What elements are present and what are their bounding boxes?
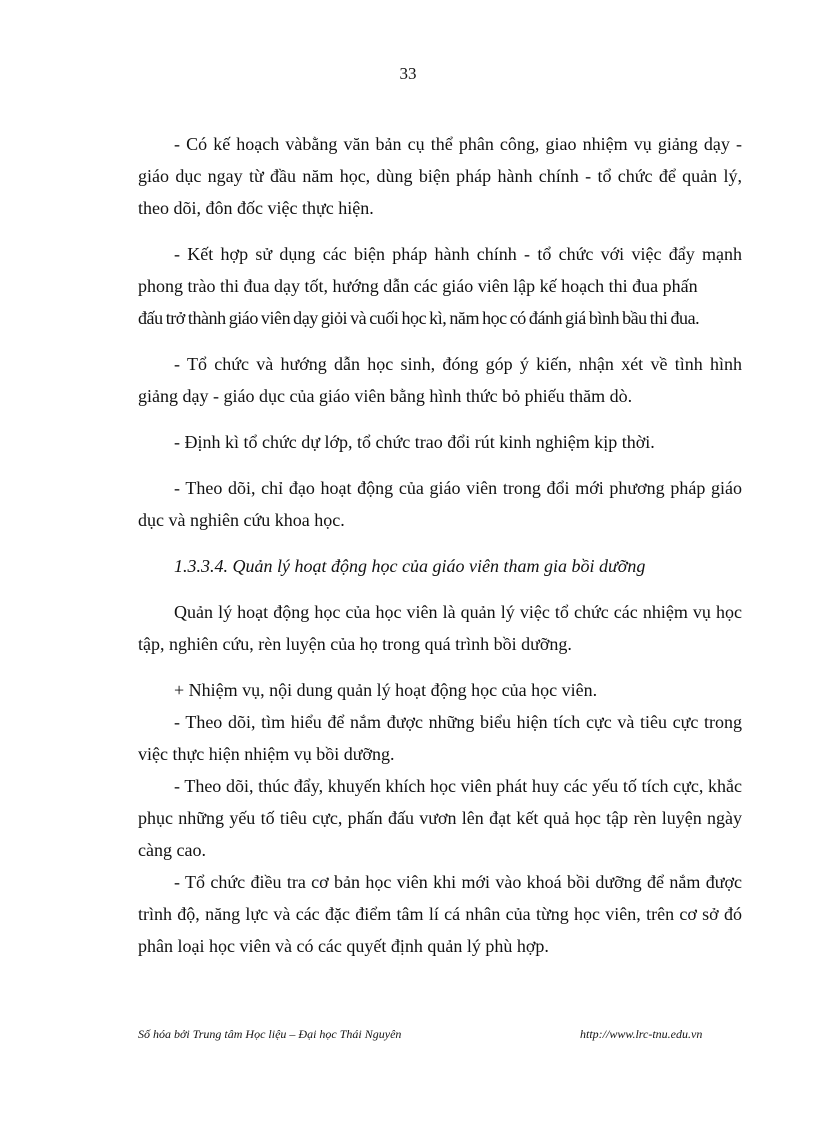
page-number: 33 xyxy=(399,64,417,83)
section-heading: 1.3.3.4. Quản lý hoạt động học của giáo viên tham gia bồi dưỡng xyxy=(174,556,646,576)
paragraph: - Theo dõi, thúc đẩy, khuyến khích học viên phát huy các yếu tố tích cực, khắc phục những yếu tố tiêu cực, phấn đấu vươn lên đạt kết quả học tập rèn luyện ngày càng cao. xyxy=(138,776,742,860)
paragraph: đấu trở thành giáo viên dạy giỏi và cuối học kì, năm học có đánh giá bình bầu thi đua. xyxy=(138,308,700,328)
paragraph: - Định kì tổ chức dự lớp, tổ chức trao đổi rút kinh nghiệm kịp thời. xyxy=(174,432,655,452)
paragraph: + Nhiệm vụ, nội dung quản lý hoạt động học của học viên. xyxy=(174,680,598,700)
paragraph: - Tổ chức và hướng dẫn học sinh, đóng góp ý kiến, nhận xét về tình hình giảng dạy - giáo dục của giáo viên bằng hình thức bỏ phiếu thăm dò. xyxy=(138,354,742,406)
paragraph: - Tổ chức điều tra cơ bản học viên khi mới vào khoá bồi dưỡng để nắm được trình độ, năng lực và các đặc điểm tâm lí cá nhân của từng học viên, trên cơ sở đó phân loại học viên và có các quyết định quản lý phù hợp. xyxy=(138,872,742,956)
paragraph: - Kết hợp sử dụng các biện pháp hành chính - tổ chức với việc đẩy mạnh phong trào thi đua dạy tốt, hướng dẫn các giáo viên lập kế hoạch thi đua phấn xyxy=(138,244,742,296)
paragraph: Quản lý hoạt động học của học viên là quản lý việc tổ chức các nhiệm vụ học tập, nghiên cứu, rèn luyện của họ trong quá trình bồi dưỡng. xyxy=(138,602,742,654)
footer-url: http://www.lrc-tnu.edu.vn xyxy=(580,1027,703,1041)
document-body xyxy=(138,128,742,962)
paragraph: - Theo dõi, tìm hiểu để nắm được những biểu hiện tích cực và tiêu cực trong việc thực hiện nhiệm vụ bồi dưỡng. xyxy=(138,712,742,764)
footer-source: Số hóa bởi Trung tâm Học liệu – Đại học Thái Nguyên xyxy=(138,1027,402,1041)
paragraph: - Theo dõi, chỉ đạo hoạt động của giáo viên trong đổi mới phương pháp giáo dục và nghiên cứu khoa học. xyxy=(138,478,742,530)
paragraph: - Có kế hoạch vàbằng văn bản cụ thể phân công, giao nhiệm vụ giảng dạy - giáo dục ngay từ đầu năm học, dùng biện pháp hành chính - tổ chức để quản lý, theo dõi, đôn đốc việc thực hiện. xyxy=(138,134,742,218)
